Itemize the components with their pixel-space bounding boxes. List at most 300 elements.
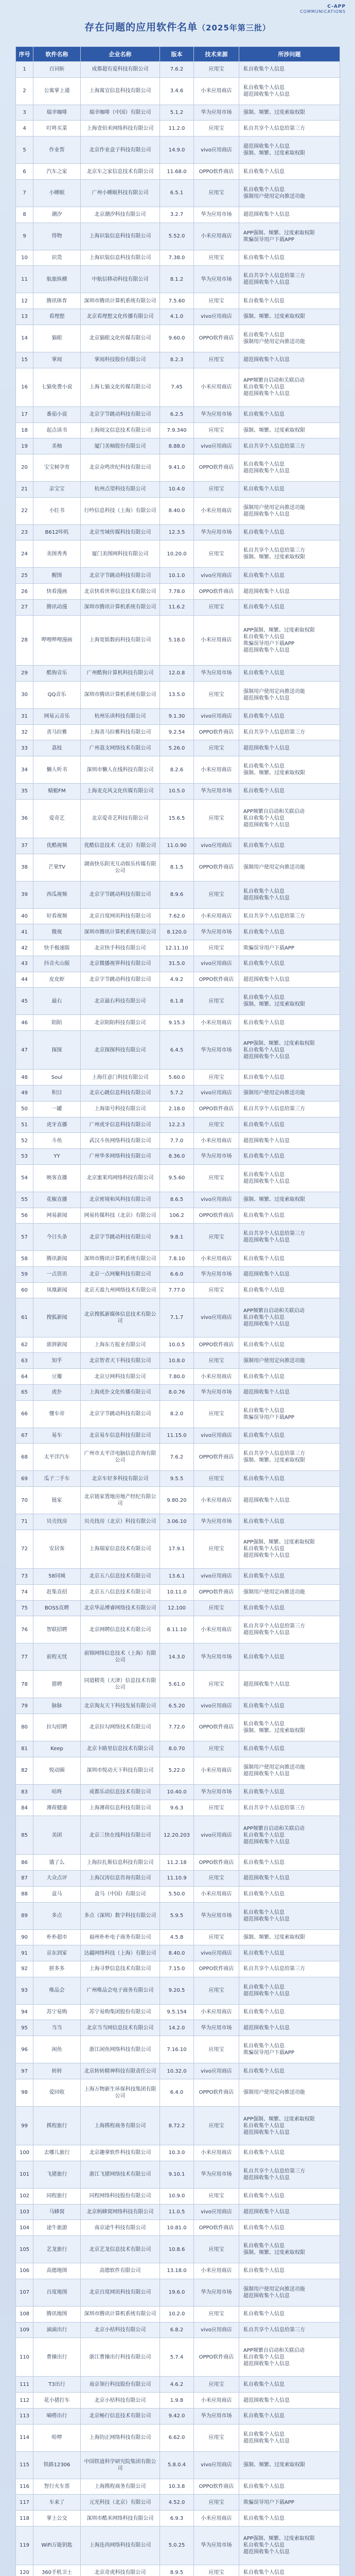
cell-no: 54 xyxy=(16,1164,33,1192)
cell-app-name: 小睡眠 xyxy=(33,179,81,207)
table-row xyxy=(16,137,340,164)
cell-no: 108 xyxy=(16,2306,33,2322)
cell-problem: 私自收集个人信息 xyxy=(239,924,340,940)
cell-app-name: 喜马拉雅 xyxy=(33,724,81,740)
cell-version: 9.42.0 xyxy=(160,2408,194,2424)
cell-no: 3 xyxy=(16,105,33,121)
cell-app-name: 公寓掌上通 xyxy=(33,77,81,105)
cell-version: 7.72.0 xyxy=(160,1714,194,1741)
cell-company: 北京作业盒子科技有限公司 xyxy=(81,137,160,164)
cell-version: 8.9.6 xyxy=(160,881,194,908)
cell-problem: 超范围收集个人信息 xyxy=(239,584,340,600)
cell-app-name: 起点读书 xyxy=(33,422,81,438)
cell-problem: 超范围收集个人信息 xyxy=(239,1384,340,1400)
cell-store: 华为应用市场 xyxy=(194,2279,239,2306)
cell-no: 105 xyxy=(16,2236,33,2263)
cell-company: 贝壳找房（北京）科技有限公司 xyxy=(81,1514,160,1530)
cell-store: 华为应用市场 xyxy=(194,1784,239,1800)
cell-version: 11.0.90 xyxy=(160,838,194,854)
cell-version: 13.5.0 xyxy=(160,681,194,708)
cell-no: 85 xyxy=(16,1816,33,1855)
cell-app-name: BOSS直聘 xyxy=(33,1600,81,1616)
cell-app-name: T3出行 xyxy=(33,2377,81,2393)
cell-company: 上海钧正网络科技有限公司 xyxy=(81,2424,160,2451)
cell-version: 8.1.2 xyxy=(160,266,194,293)
cell-no: 115 xyxy=(16,2451,33,2479)
cell-no: 50 xyxy=(16,1101,33,1117)
cell-app-name: Soul xyxy=(33,1070,81,1086)
cell-version: 10.8.6 xyxy=(160,2236,194,2263)
cell-no: 19 xyxy=(16,438,33,454)
cell-no: 48 xyxy=(16,1070,33,1086)
table-row xyxy=(16,2036,340,2063)
table-row xyxy=(16,1816,340,1855)
cell-no: 116 xyxy=(16,2479,33,2495)
cell-store: OPPO软件商店 xyxy=(194,1337,239,1353)
cell-version: 9.5.60 xyxy=(160,1164,194,1192)
cell-version: 9.41.0 xyxy=(160,454,194,482)
cell-no: 68 xyxy=(16,1444,33,1471)
table-row xyxy=(16,1101,340,1117)
table-row xyxy=(16,1886,340,1902)
cell-version: 6.6.0 xyxy=(160,1266,194,1282)
cell-no: 117 xyxy=(16,2495,33,2511)
cell-version: 7.45 xyxy=(160,368,194,406)
cell-no: 110 xyxy=(16,2338,33,2377)
brand-logo xyxy=(300,4,346,14)
cell-store: vivo应用商店 xyxy=(194,1298,239,1337)
cell-version: 14.2.0 xyxy=(160,2020,194,2036)
cell-version: 8.0.76 xyxy=(160,1384,194,1400)
cell-store: 小米应用商店 xyxy=(194,368,239,406)
cell-app-name: 抖音火山版 xyxy=(33,956,81,972)
cell-company: 广州市太平洋电脑信息咨询有限公司 xyxy=(81,1444,160,1471)
cell-problem: 强制用户使用定向推送功能 超范围收集个人信息 xyxy=(239,2279,340,2306)
cell-problem: 私自收集个人信息 xyxy=(239,1514,340,1530)
cell-no: 107 xyxy=(16,2279,33,2306)
table-row xyxy=(16,972,340,988)
cell-no: 91 xyxy=(16,1945,33,1961)
cell-app-name: 朴朴超市 xyxy=(33,1929,81,1945)
cell-version: 1.9.8 xyxy=(160,2393,194,2409)
table-row xyxy=(16,924,340,940)
cell-app-name: 链家 xyxy=(33,1487,81,1514)
cell-version: 4.52.0 xyxy=(160,2495,194,2511)
cell-store: 华为应用市场 xyxy=(194,666,239,682)
cell-version: 10.11.0 xyxy=(160,1584,194,1600)
cell-app-name: 拉勾招聘 xyxy=(33,1714,81,1741)
table-row xyxy=(16,2004,340,2020)
cell-company: 深圳市酷米网络科技有限公司 xyxy=(81,2511,160,2527)
cell-company: 中国铁道科学研究院集团有限公司 xyxy=(81,2451,160,2479)
table-row xyxy=(16,1714,340,1741)
cell-store: OPPO软件商店 xyxy=(194,1714,239,1741)
cell-company: 北京易车信息科技有限公司 xyxy=(81,1428,160,1444)
cell-store: vivo应用商店 xyxy=(194,2451,239,2479)
cell-version: 11.2.18 xyxy=(160,1855,194,1871)
cell-problem: 私自收集个人信息 超范围收集个人信息 xyxy=(239,1164,340,1192)
table-row xyxy=(16,1428,340,1444)
cell-problem: APP频繁自启动和关联启动 私自收集个人信息 超范围收集个人信息 xyxy=(239,799,340,838)
cell-version: 5.61.0 xyxy=(160,1671,194,1698)
cell-no: 60 xyxy=(16,1282,33,1298)
cell-store: vivo应用商店 xyxy=(194,309,239,325)
cell-problem: 强制用户使用定向推送功能 超范围收集个人信息 xyxy=(239,1757,340,1784)
cell-version: 13.18.0 xyxy=(160,2263,194,2279)
cell-no: 66 xyxy=(16,1400,33,1428)
cell-app-name: 凤凰新闻 xyxy=(33,1282,81,1298)
cell-company: 北京快手科技有限公司 xyxy=(81,940,160,956)
cell-company: 广州华多网络科技有限公司 xyxy=(81,1149,160,1165)
cell-app-name: 艺龙旅行 xyxy=(33,2236,81,2263)
cell-app-name: 携程旅行 xyxy=(33,2106,81,2145)
cell-version: 8.0.70 xyxy=(160,1741,194,1757)
table-row xyxy=(16,2236,340,2263)
cell-app-name: 滴滴出行 xyxy=(33,2322,81,2338)
cell-app-name: 美团 xyxy=(33,1816,81,1855)
cell-store: 应用宝 xyxy=(194,2188,239,2204)
cell-version: 8.40.0 xyxy=(160,1945,194,1961)
table-row xyxy=(16,2020,340,2036)
cell-app-name: 途牛旅游 xyxy=(33,2220,81,2236)
cell-company: 同程网络科技股份有限公司 xyxy=(81,2188,160,2204)
cell-store: vivo应用商店 xyxy=(194,956,239,972)
cell-no: 9 xyxy=(16,223,33,250)
cell-problem: 私自共享个人信息给第三方 xyxy=(239,1800,340,1816)
cell-no: 69 xyxy=(16,1471,33,1487)
table-row xyxy=(16,881,340,908)
table-row xyxy=(16,988,340,1015)
cell-app-name: 马蜂窝 xyxy=(33,2204,81,2220)
cell-company: 上海连尚网络科技有限公司 xyxy=(81,2526,160,2565)
cell-store: OPPO软件商店 xyxy=(194,1855,239,1871)
table-row xyxy=(16,1600,340,1616)
table-row xyxy=(16,568,340,584)
cell-problem: 私自收集个人信息 xyxy=(239,2188,340,2204)
cell-no: 84 xyxy=(16,1800,33,1816)
table-row xyxy=(16,2106,340,2145)
table-row xyxy=(16,1224,340,1251)
cell-problem: APP强制、频繁、过度索取权限 私自收集个人信息 超范围收集个人信息 xyxy=(239,1031,340,1070)
cell-version: 9.15.3 xyxy=(160,1015,194,1031)
table-row xyxy=(16,2526,340,2565)
cell-problem: 强制、频繁、过度索取权限 xyxy=(239,422,340,438)
table-row xyxy=(16,1015,340,1031)
cell-app-name: 猫眼 xyxy=(33,325,81,352)
table-row xyxy=(16,1208,340,1224)
cell-version: 10.40.0 xyxy=(160,1784,194,1800)
cell-problem: 私自收集个人信息 xyxy=(239,406,340,422)
cell-version: 11.2.0 xyxy=(160,121,194,137)
cell-version: 5.9.5 xyxy=(160,1902,194,1929)
table-row xyxy=(16,1164,340,1192)
cell-store: vivo应用商店 xyxy=(194,2322,239,2338)
cell-company: 上海阅文信息技术有限公司 xyxy=(81,422,160,438)
table-row xyxy=(16,540,340,568)
cell-problem: 私自收集个人信息 xyxy=(239,1337,340,1353)
cell-store: 应用宝 xyxy=(194,2424,239,2451)
cell-problem: 私自收集个人信息 xyxy=(239,524,340,540)
table-row xyxy=(16,105,340,121)
cell-version: 7.62.0 xyxy=(160,908,194,924)
table-row xyxy=(16,1471,340,1487)
table-row xyxy=(16,1757,340,1784)
cell-problem: 超范围收集个人信息 xyxy=(239,1487,340,1514)
cell-problem: 私自收集个人信息 xyxy=(239,2306,340,2322)
cell-no: 16 xyxy=(16,368,33,406)
cell-company: 厦门美图网科技有限公司 xyxy=(81,540,160,568)
cell-store: 华为应用市场 xyxy=(194,924,239,940)
table-row xyxy=(16,422,340,438)
cell-store: 华为应用市场 xyxy=(194,266,239,293)
cell-version: 10.32.0 xyxy=(160,2063,194,2079)
cell-version: 7.7.0 xyxy=(160,1133,194,1149)
cell-store: 应用宝 xyxy=(194,62,239,78)
table-row xyxy=(16,666,340,682)
cell-store: 小米应用商店 xyxy=(194,1369,239,1385)
cell-company: 广州荔支网络技术有限公司 xyxy=(81,740,160,756)
cell-store: 应用宝 xyxy=(194,1929,239,1945)
cell-no: 119 xyxy=(16,2526,33,2565)
table-row xyxy=(16,1487,340,1514)
table-row xyxy=(16,2338,340,2377)
cell-no: 86 xyxy=(16,1855,33,1871)
cell-version: 6.4.5 xyxy=(160,1031,194,1070)
cell-store: vivo应用商店 xyxy=(194,1192,239,1208)
cell-problem: 私自收集个人信息 xyxy=(239,2145,340,2161)
cell-version: 5.8.0.4 xyxy=(160,2451,194,2479)
table-row xyxy=(16,1855,340,1871)
table-row xyxy=(16,2451,340,2479)
cell-version: 8.2.0 xyxy=(160,1400,194,1428)
cell-problem: 强制用户使用定向推送功能 xyxy=(239,2079,340,2106)
cell-problem: 强制、频繁、过度索取权限 xyxy=(239,105,340,121)
cell-no: 77 xyxy=(16,1643,33,1671)
cell-app-name: 好看视频 xyxy=(33,908,81,924)
table-row xyxy=(16,1584,340,1600)
table-row xyxy=(16,1902,340,1929)
cell-company: 同道精英（天津）信息技术有限公司 xyxy=(81,1671,160,1698)
cell-app-name: 美柚 xyxy=(33,438,81,454)
cell-store: 应用宝 xyxy=(194,2377,239,2393)
cell-no: 34 xyxy=(16,756,33,784)
cell-store: 应用宝 xyxy=(194,1871,239,1887)
cell-app-name: 宝宝树孕育 xyxy=(33,454,81,482)
cell-no: 120 xyxy=(16,2565,33,2576)
cell-version: 11.68.0 xyxy=(160,164,194,180)
cell-app-name: 同程旅行 xyxy=(33,2188,81,2204)
cell-no: 63 xyxy=(16,1353,33,1369)
table-row xyxy=(16,1031,340,1070)
cell-store: OPPO软件商店 xyxy=(194,724,239,740)
cell-problem: 私自收集个人信息 xyxy=(239,1471,340,1487)
cell-app-name: 哔哩哔哩漫画 xyxy=(33,615,81,665)
cell-no: 38 xyxy=(16,854,33,881)
cell-company: 北京探探科技有限公司 xyxy=(81,1031,160,1070)
cell-store: 应用宝 xyxy=(194,1977,239,2004)
cell-company: 北京华品博睿网络技术有限公司 xyxy=(81,1600,160,1616)
cell-store: 应用宝 xyxy=(194,940,239,956)
cell-company: 北京天盈九州网络技术有限公司 xyxy=(81,1282,160,1298)
table-row xyxy=(16,584,340,600)
table-row xyxy=(16,2565,340,2576)
cell-no: 57 xyxy=(16,1224,33,1251)
cell-store: 应用宝 xyxy=(194,1671,239,1698)
cell-version: 7.80.0 xyxy=(160,1369,194,1385)
cell-company: 北京密境和风科技有限公司 xyxy=(81,1192,160,1208)
table-row xyxy=(16,1530,340,1568)
cell-problem: 强制用户使用定向推送功能 超范围收集个人信息 xyxy=(239,681,340,708)
cell-app-name: 脉脉 xyxy=(33,1698,81,1714)
cell-problem: APP强制、频繁、过度索取权限 欺骗误导用户下载APP xyxy=(239,223,340,250)
cell-version: 10.3.8 xyxy=(160,2479,194,2495)
cell-version: 15.6.5 xyxy=(160,799,194,838)
cell-store: 华为应用市场 xyxy=(194,406,239,422)
cell-store: OPPO软件商店 xyxy=(194,972,239,988)
cell-store: 应用宝 xyxy=(194,681,239,708)
table-row xyxy=(16,784,340,800)
cell-company: 上海汉涛信息咨询有限公司 xyxy=(81,1871,160,1887)
cell-store: 小米应用商店 xyxy=(194,1757,239,1784)
cell-problem: 私自收集个人信息 xyxy=(239,293,340,309)
cell-app-name: 盒马 xyxy=(33,1886,81,1902)
table-row xyxy=(16,1643,340,1671)
cell-problem: 私自收集个人信息 超范围收集个人信息 xyxy=(239,1977,340,2004)
cell-company: 上海识装信息科技有限公司 xyxy=(81,250,160,266)
table-row xyxy=(16,2145,340,2161)
table-row xyxy=(16,908,340,924)
cell-company: 上海柒号科技有限公司 xyxy=(81,1101,160,1117)
cell-store: 小米应用商店 xyxy=(194,908,239,924)
cell-company: 北京车好多科技有限公司 xyxy=(81,1471,160,1487)
cell-app-name: 智行火车票 xyxy=(33,2479,81,2495)
cell-store: 华为应用市场 xyxy=(194,1031,239,1070)
cell-app-name: 美图秀秀 xyxy=(33,540,81,568)
cell-app-name: 酷狗音乐 xyxy=(33,666,81,682)
cell-app-name: 爱奇艺 xyxy=(33,799,81,838)
cell-version: 5.0.25 xyxy=(160,2526,194,2565)
cell-app-name: 腾讯新闻 xyxy=(33,1251,81,1267)
cell-store: 应用宝 xyxy=(194,422,239,438)
table-row xyxy=(16,799,340,838)
cell-version: 13.6.1 xyxy=(160,1569,194,1585)
cell-problem: 私自共享个人信息给第三方 xyxy=(239,1101,340,1117)
cell-version: 8.9.5 xyxy=(160,2565,194,2576)
cell-problem: 私自收集个人信息 xyxy=(239,1015,340,1031)
cell-problem: 私自收集个人信息 xyxy=(239,708,340,724)
cell-store: 小米应用商店 xyxy=(194,615,239,665)
cell-problem: 强制、频繁、过度索取权限 xyxy=(239,1929,340,1945)
cell-company: 上海喜马拉雅科技有限公司 xyxy=(81,724,160,740)
cell-problem: 私自收集个人信息 xyxy=(239,1070,340,1086)
cell-problem: 强制用户使用定向推送功能 超范围收集个人信息 xyxy=(239,497,340,524)
cell-problem: APP频繁自启动和关联启动 私自收集个人信息 超范围收集个人信息 xyxy=(239,1816,340,1855)
cell-version: 8.72.2 xyxy=(160,2106,194,2145)
cell-problem: 私自收集个人信息 超范围收集个人信息 xyxy=(239,881,340,908)
cell-store: vivo应用商店 xyxy=(194,1428,239,1444)
cell-no: 106 xyxy=(16,2263,33,2279)
cell-no: 83 xyxy=(16,1784,33,1800)
cell-version: 7.78.0 xyxy=(160,584,194,600)
table-row xyxy=(16,2511,340,2527)
cell-problem: 私自收集个人信息 xyxy=(239,2004,340,2020)
cell-store: 应用宝 xyxy=(194,988,239,1015)
cell-problem: 欺骗误导用户下载APP xyxy=(239,2495,340,2511)
cell-store: 华为应用市场 xyxy=(194,1266,239,1282)
cell-company: 高德软件有限公司 xyxy=(81,2263,160,2279)
cell-app-name: 飞猪旅行 xyxy=(33,2161,81,2188)
table-row xyxy=(16,599,340,615)
cell-problem: APP频繁自启动和关联启动 私自收集个人信息 超范围收集个人信息 xyxy=(239,2338,340,2377)
cell-no: 23 xyxy=(16,524,33,540)
cell-problem: 私自收集个人信息 强制用户使用定向推送功能 xyxy=(239,179,340,207)
cell-version: 7.16.10 xyxy=(160,2036,194,2063)
cell-app-name: 薄荷健康 xyxy=(33,1800,81,1816)
cell-no: 25 xyxy=(16,568,33,584)
cell-company: 广州酷狗计算机科技有限公司 xyxy=(81,666,160,682)
cell-version: 10.4.0 xyxy=(160,481,194,497)
cell-store: 应用宝 xyxy=(194,1070,239,1086)
cell-version: 10.3.0 xyxy=(160,2145,194,2161)
cell-no: 73 xyxy=(16,1569,33,1585)
cell-store: 应用宝 xyxy=(194,293,239,309)
cell-version: 5.7.2 xyxy=(160,1086,194,1101)
cell-store: 应用宝 xyxy=(194,1224,239,1251)
cell-store: 应用宝 xyxy=(194,1353,239,1369)
cell-company: 深圳市腾讯计算机系统有限公司 xyxy=(81,1251,160,1267)
cell-version: 19.6.0 xyxy=(160,2279,194,2306)
cell-no: 81 xyxy=(16,1741,33,1757)
cell-company: 北京字节跳动科技有限公司 xyxy=(81,1224,160,1251)
cell-problem: APP强制、频繁、过度索取权限 私自收集个人信息 超范围收集个人信息 xyxy=(239,1530,340,1568)
cell-version: 4.9.2 xyxy=(160,972,194,988)
cell-app-name: YY xyxy=(33,1149,81,1165)
cell-company: 上海东方报业有限公司 xyxy=(81,1337,160,1353)
table-row xyxy=(16,940,340,956)
column-header-no: 序号 xyxy=(16,47,33,62)
cell-version: 3.2.7 xyxy=(160,207,194,223)
table-row xyxy=(16,454,340,482)
cell-no: 88 xyxy=(16,1886,33,1902)
cell-no: 101 xyxy=(16,2161,33,2188)
cell-store: 小米应用商店 xyxy=(194,2393,239,2409)
cell-version: 7.38.0 xyxy=(160,250,194,266)
cell-problem: 私自共享个人信息给第三方 超范围收集个人信息 xyxy=(239,1616,340,1643)
table-row xyxy=(16,2377,340,2393)
cell-version: 12.11.10 xyxy=(160,940,194,956)
cell-no: 52 xyxy=(16,1133,33,1149)
cell-no: 89 xyxy=(16,1902,33,1929)
cell-problem: 私自共享个人信息给第三方 超范围收集个人信息 xyxy=(239,1224,340,1251)
cell-store: OPPO软件商店 xyxy=(194,454,239,482)
table-row xyxy=(16,1369,340,1385)
cell-company: 上海瑞家信息技术有限公司 xyxy=(81,1530,160,1568)
column-header-company: 企业名称 xyxy=(81,47,160,62)
cell-store: 应用宝 xyxy=(194,1117,239,1133)
cell-no: 72 xyxy=(16,1530,33,1568)
cell-no: 15 xyxy=(16,352,33,368)
cell-version: 12.3.5 xyxy=(160,524,194,540)
cell-app-name: 汽车之家 xyxy=(33,164,81,180)
title-main: 存在问题的应用软件名单 xyxy=(84,22,198,33)
cell-version: 6.8.2 xyxy=(160,2322,194,2338)
cell-problem: 超范围收集个人信息 xyxy=(239,2393,340,2409)
cell-store: 小米应用商店 xyxy=(194,223,239,250)
cell-no: 82 xyxy=(16,1757,33,1784)
cell-app-name: 微视 xyxy=(33,924,81,940)
cell-app-name: 车来了 xyxy=(33,2495,81,2511)
table-row xyxy=(16,2408,340,2424)
